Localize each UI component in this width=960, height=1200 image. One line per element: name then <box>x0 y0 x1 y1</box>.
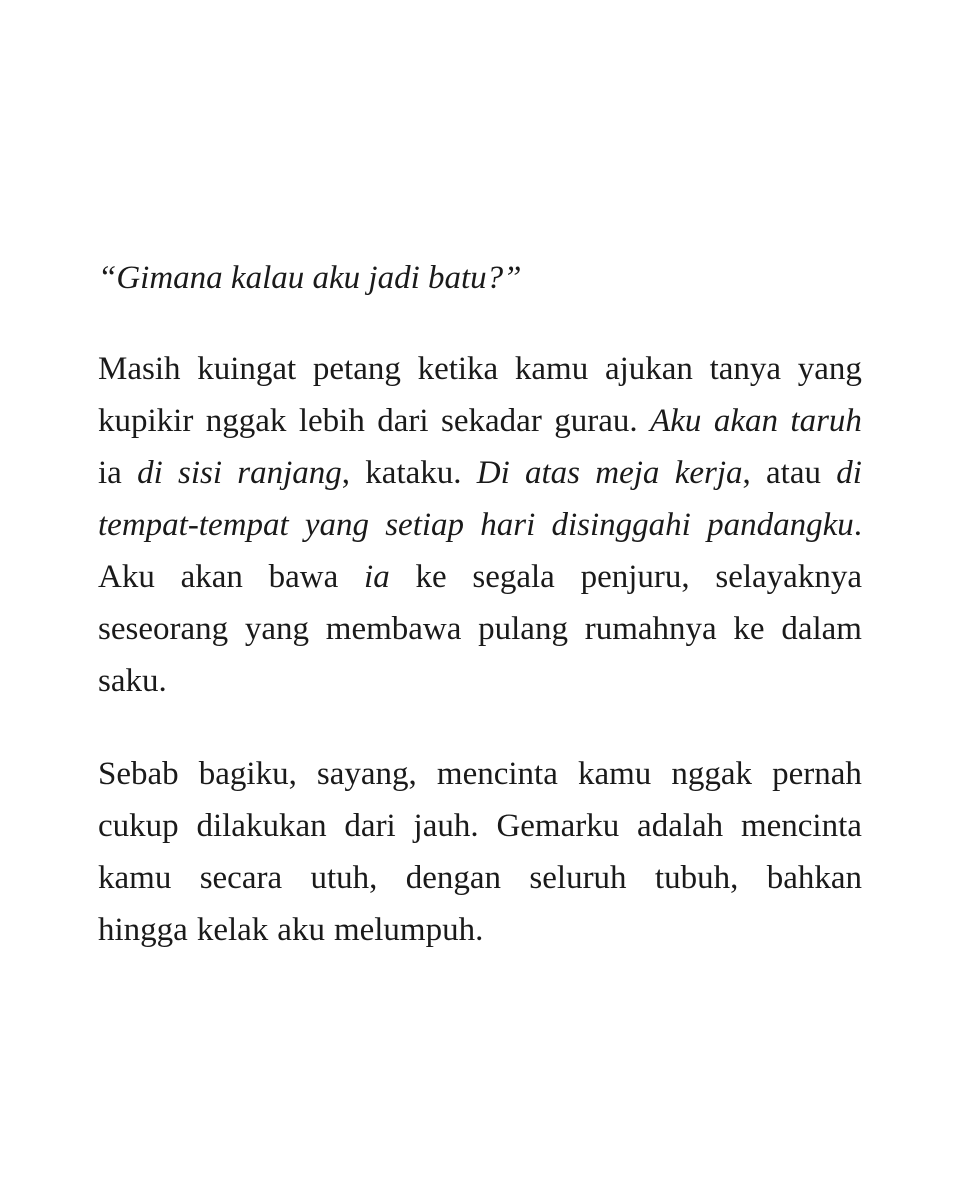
word <box>515 343 588 395</box>
word <box>578 748 651 800</box>
word <box>277 912 325 948</box>
word <box>98 447 122 499</box>
text: petang <box>312 351 401 387</box>
word <box>406 852 501 904</box>
text: membawa <box>325 611 462 647</box>
word <box>650 395 701 447</box>
text: hingga <box>98 912 188 948</box>
paragraph-spacer <box>98 707 862 748</box>
word <box>655 852 738 904</box>
text-line <box>98 395 862 447</box>
italic-text: hari <box>480 507 536 543</box>
word <box>472 551 554 603</box>
word <box>98 912 188 948</box>
text: yang <box>797 351 862 387</box>
word <box>733 603 764 655</box>
word <box>715 551 862 603</box>
word <box>245 603 309 655</box>
word <box>98 395 193 447</box>
word <box>798 343 862 395</box>
text: nggak <box>205 403 287 439</box>
word <box>478 603 568 655</box>
word <box>137 447 163 499</box>
italic-text: disinggahi <box>551 507 691 543</box>
word <box>344 800 395 852</box>
word <box>496 800 619 852</box>
word <box>554 395 637 447</box>
paragraph-1 <box>98 343 862 707</box>
punctuation: , <box>742 455 751 491</box>
text: kamu <box>577 756 652 792</box>
word <box>477 447 510 499</box>
text: . <box>853 507 862 543</box>
word <box>585 603 717 655</box>
text: lebih <box>298 403 365 439</box>
word <box>199 748 297 800</box>
word <box>313 343 401 395</box>
word <box>605 343 693 395</box>
text: ajukan <box>604 351 693 387</box>
text: pernah <box>772 756 862 792</box>
text: seluruh <box>529 860 627 896</box>
text: rumahnya <box>584 611 717 647</box>
word <box>415 551 446 603</box>
word <box>595 447 659 499</box>
text: bahkan <box>766 860 862 896</box>
text: Masih <box>98 351 181 387</box>
italic-text: ranjang <box>237 455 342 491</box>
word <box>441 395 542 447</box>
text: mencinta <box>740 808 862 844</box>
text-line <box>98 499 862 551</box>
text: dilakukan <box>196 808 327 844</box>
word <box>385 499 464 551</box>
word <box>98 551 155 603</box>
text: segala <box>472 559 555 595</box>
word <box>181 551 243 603</box>
word <box>178 447 222 499</box>
text: Sebab <box>98 756 179 792</box>
word <box>197 343 296 395</box>
word <box>552 499 691 551</box>
word <box>237 447 350 499</box>
word <box>437 748 558 800</box>
word <box>197 912 268 948</box>
italic-text: setiap <box>385 507 465 543</box>
italic-text: Aku <box>650 403 702 439</box>
italic-text: meja <box>595 455 660 491</box>
word <box>772 748 862 800</box>
word <box>741 800 862 852</box>
word <box>269 551 339 603</box>
italic-text: sisi <box>178 455 223 491</box>
italic-text: pandangku <box>707 507 854 543</box>
text: seseorang <box>98 611 229 647</box>
text-line <box>98 603 862 655</box>
word <box>299 395 365 447</box>
word <box>98 603 228 655</box>
text: yang <box>244 611 310 647</box>
paragraph-2 <box>98 748 862 956</box>
text: kuingat <box>197 351 297 387</box>
text: mencinta <box>436 756 558 792</box>
word <box>206 395 287 447</box>
text: tanya <box>709 351 782 387</box>
text: secara <box>199 860 283 896</box>
word <box>305 499 369 551</box>
word <box>310 852 377 904</box>
paragraph-spacer <box>98 304 862 343</box>
word <box>98 800 179 852</box>
word <box>714 395 778 447</box>
text: sekadar <box>441 403 542 439</box>
word <box>377 395 428 447</box>
text: dalam <box>781 611 862 647</box>
word <box>98 663 167 699</box>
word <box>98 343 181 395</box>
text: nggak <box>671 756 753 792</box>
italic-text: atas <box>525 455 581 491</box>
word: kataku. <box>365 455 462 491</box>
word <box>317 748 417 800</box>
text: kamu <box>514 351 589 387</box>
italic-text: ia <box>364 559 390 595</box>
word <box>710 343 781 395</box>
word <box>767 852 862 904</box>
italic-text: tempat-tempat <box>98 507 289 543</box>
text: melumpuh. <box>333 912 484 948</box>
italic-text: Di <box>476 455 510 491</box>
text: akan <box>180 559 243 595</box>
word <box>637 800 723 852</box>
text: kelak <box>196 912 269 948</box>
word <box>334 912 483 948</box>
word <box>671 748 752 800</box>
word <box>480 499 535 551</box>
punctuation: , <box>341 455 351 491</box>
text: adalah <box>637 808 724 844</box>
text: pulang <box>478 611 568 647</box>
word <box>196 800 326 852</box>
text: ia <box>98 455 122 491</box>
text-line <box>98 551 862 603</box>
text-line <box>98 904 862 956</box>
text: dari <box>344 808 396 844</box>
word <box>581 551 690 603</box>
text: penjuru, <box>580 559 690 595</box>
word <box>418 343 499 395</box>
word <box>98 748 179 800</box>
italic-text: akan <box>713 403 778 439</box>
text: tubuh, <box>654 860 739 896</box>
text: kamu <box>98 860 172 896</box>
quote-line <box>98 252 862 304</box>
word <box>364 551 390 603</box>
text-line <box>98 655 862 707</box>
word <box>525 447 580 499</box>
word <box>781 603 862 655</box>
text-line <box>98 343 862 395</box>
text: Gemarku <box>496 808 620 844</box>
word <box>675 447 751 499</box>
word <box>98 852 171 904</box>
text: cukup <box>98 808 179 844</box>
text-line <box>98 800 862 852</box>
text: ketika <box>417 351 499 387</box>
text: saku. <box>98 663 167 699</box>
word <box>414 800 479 852</box>
word <box>200 852 282 904</box>
text: aku <box>277 912 325 948</box>
italic-text: kerja <box>674 455 743 491</box>
text: selayaknya <box>715 559 862 595</box>
italic-text: taruh <box>790 403 862 439</box>
word <box>326 603 462 655</box>
text-line <box>98 748 862 800</box>
word: atau <box>766 455 821 491</box>
text: dari <box>377 403 429 439</box>
italic-text: di <box>836 455 862 491</box>
text: sayang, <box>316 756 417 792</box>
text: Aku <box>98 559 155 595</box>
word <box>529 852 626 904</box>
text: bagiku, <box>198 756 297 792</box>
italic-text: yang <box>304 507 369 543</box>
word <box>98 499 289 551</box>
text: gurau. <box>554 403 638 439</box>
word <box>836 447 862 499</box>
text: ke <box>415 559 447 595</box>
text: utuh, <box>310 860 378 896</box>
text: ke <box>733 611 765 647</box>
text: jauh. <box>413 808 479 844</box>
word <box>707 499 862 551</box>
text: bawa <box>268 559 339 595</box>
word <box>790 395 862 447</box>
text-line <box>98 852 862 904</box>
quote-text: “Gimana kalau aku jadi batu?” <box>98 260 522 296</box>
text-line <box>98 447 862 499</box>
poem-page <box>98 252 862 956</box>
italic-text: di <box>137 455 163 491</box>
text: dengan <box>405 860 502 896</box>
text: kupikir <box>98 403 194 439</box>
